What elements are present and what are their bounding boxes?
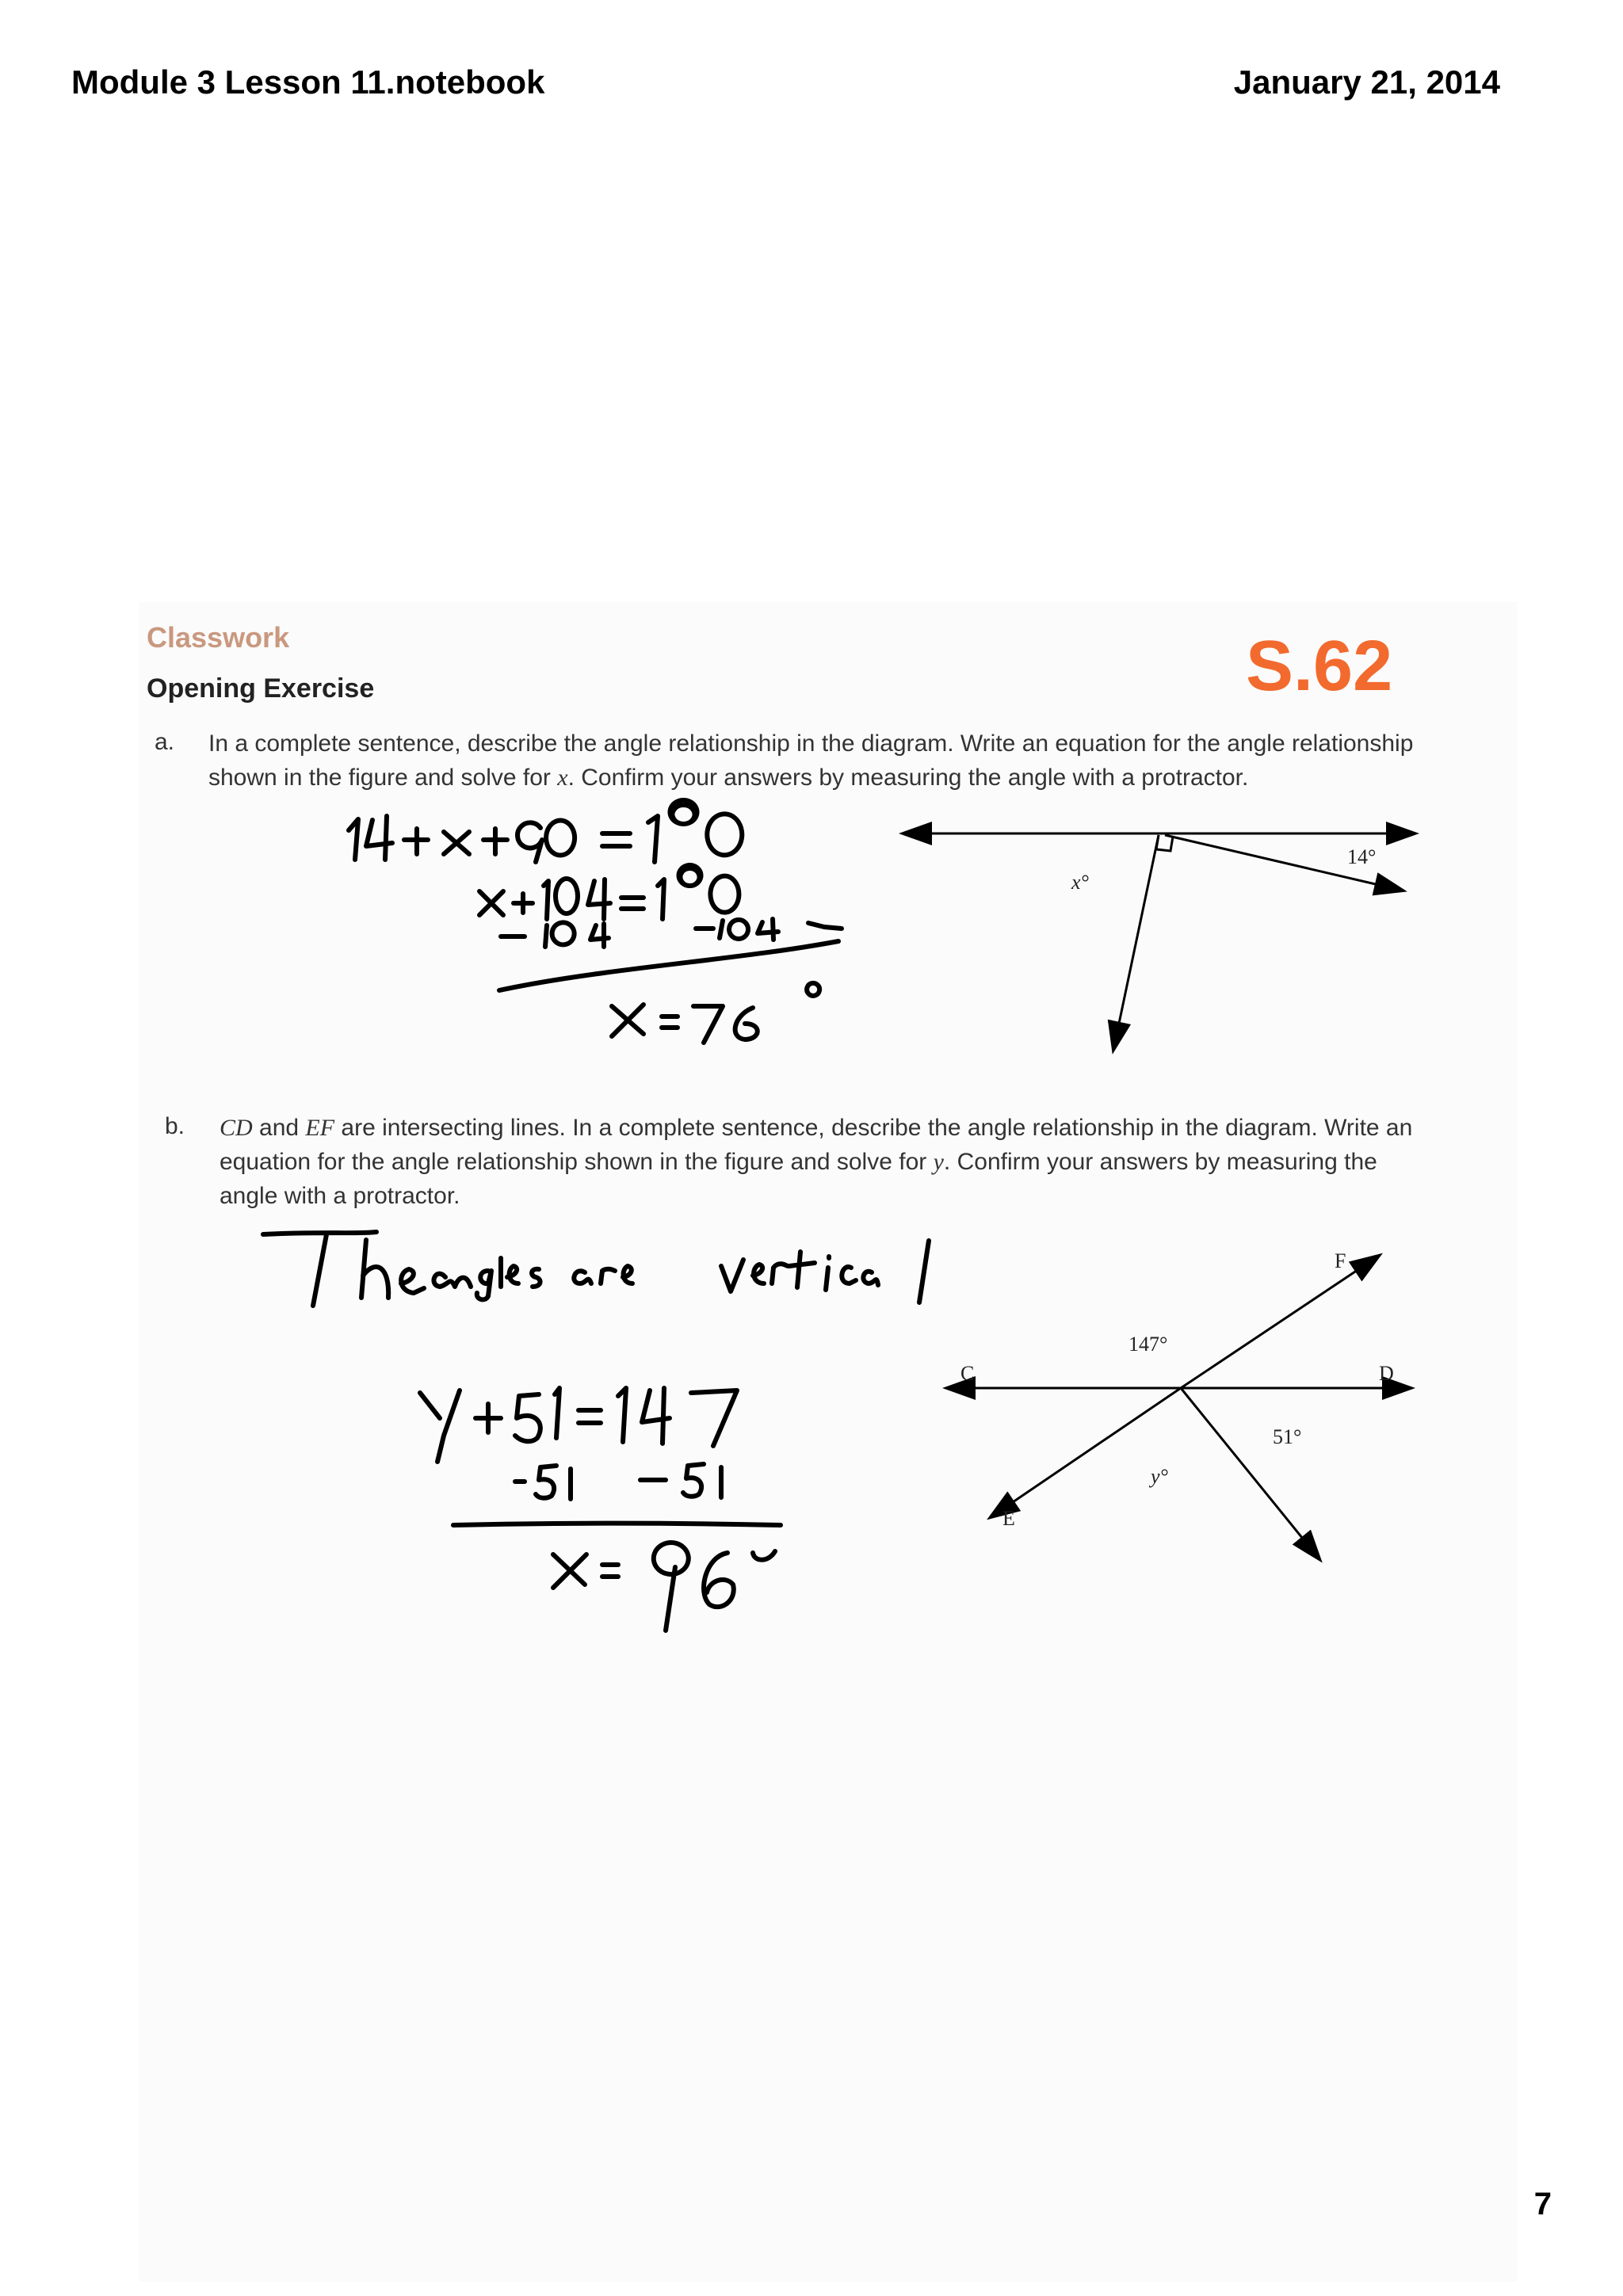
hw-a-answer bbox=[612, 983, 819, 1043]
section-label: Classwork bbox=[147, 621, 290, 654]
diagram-a bbox=[903, 833, 1415, 1050]
angle-147-label: 147° bbox=[1128, 1333, 1168, 1356]
question-a-line2: shown in the figure and solve for x. Confirm your answers by measuring the angle with a protractor. bbox=[208, 765, 1249, 791]
question-b-line1: CD and EF are intersecting lines. In a complete sentence, describe the angle relationship in the diagram. Write an bbox=[220, 1115, 1413, 1141]
diagram-a-ray-down bbox=[1113, 835, 1159, 1050]
question-b-line3: angle with a protractor. bbox=[220, 1183, 460, 1209]
angle-x-label: x° bbox=[1071, 871, 1089, 894]
angle-y-label: y° bbox=[1151, 1465, 1168, 1488]
hw-a-line3 bbox=[501, 919, 842, 947]
hw-b-line1 bbox=[420, 1388, 737, 1462]
point-e-label: E bbox=[1002, 1507, 1015, 1530]
notebook-date: January 21, 2014 bbox=[1233, 63, 1500, 101]
diagram-b bbox=[947, 1249, 1411, 1559]
angle-51-label: 51° bbox=[1273, 1425, 1302, 1448]
hw-a-underline bbox=[499, 941, 838, 990]
line-ef-up bbox=[1181, 1256, 1379, 1388]
handwritten-solution-a bbox=[349, 800, 842, 1043]
hw-b-answer bbox=[553, 1543, 775, 1630]
page-number: 7 bbox=[1533, 2187, 1552, 2222]
line-ef-down bbox=[991, 1388, 1181, 1517]
hw-b-sentence bbox=[263, 1232, 929, 1306]
angle-14-label: 14° bbox=[1347, 845, 1377, 868]
handwritten-solution-b bbox=[263, 1232, 929, 1630]
point-c-label: C bbox=[960, 1362, 975, 1385]
hw-a-line1 bbox=[349, 800, 742, 862]
question-b-label: b. bbox=[165, 1113, 185, 1139]
question-a-line1: In a complete sentence, describe the angle relationship in the diagram. Write an equation for the angle relationship bbox=[208, 730, 1414, 757]
hw-b-underline bbox=[453, 1524, 781, 1525]
question-a-label: a. bbox=[155, 729, 175, 755]
section-heading: Opening Exercise bbox=[147, 673, 375, 704]
hw-a-line2 bbox=[479, 865, 739, 919]
ray-diagonal bbox=[1181, 1388, 1319, 1559]
point-d-label: D bbox=[1379, 1362, 1394, 1385]
page-reference-stamp: S.62 bbox=[1246, 627, 1393, 706]
question-b-line2: equation for the angle relationship shown in the figure and solve for y. Confirm your answers by measuring the bbox=[220, 1149, 1377, 1175]
notebook-title: Module 3 Lesson 11.notebook bbox=[71, 63, 545, 101]
hw-b-line2 bbox=[515, 1464, 721, 1499]
point-f-label: F bbox=[1335, 1249, 1346, 1272]
